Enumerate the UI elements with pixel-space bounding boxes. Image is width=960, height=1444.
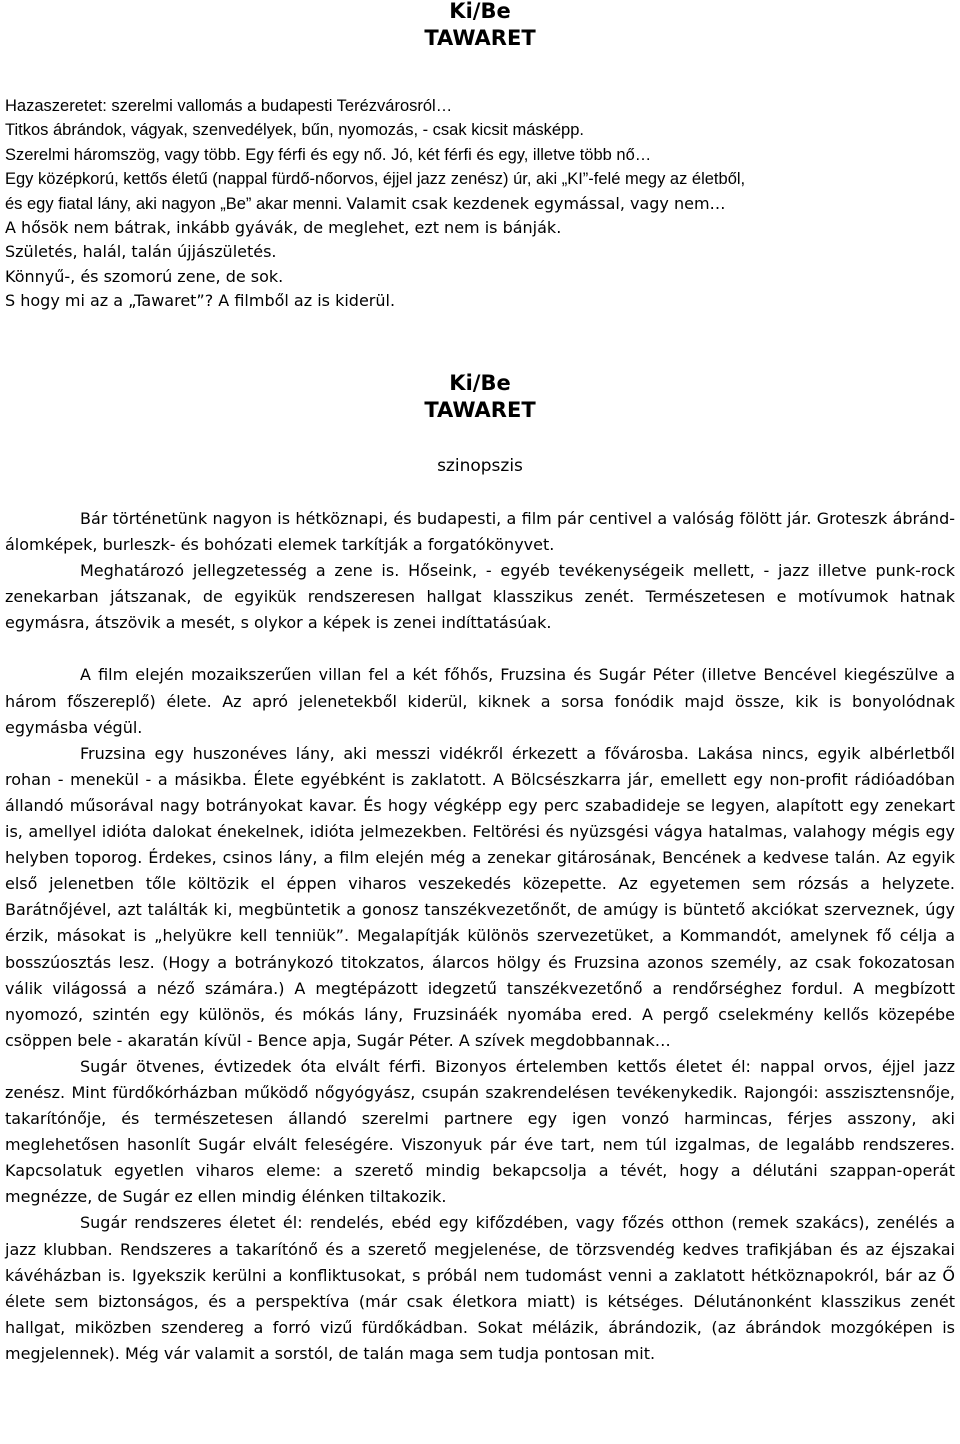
- synopsis-paragraph: Sugár rendszeres életet él: rendelés, ebéd egy kifőzdében, vagy főzés otthon (remek szakács), zenélés a jazz klubban. Rendszeres a takarítónő és a szerető megjelenése, de törzsvendég kedves trafikjában és az éjszakai kávéházban is. Igyekszik kerülni a konfliktusokat, s próbál nem tudomást venni a zaklatott hétköznapokról, bár az Ő élete sem biztonságos, és a perspektíva (már csak életkora miatt) is kétséges. Délutánonként klasszikus zenét hallgat, miközben szendereg a forró vizű fürdőkádban. Sokat mélázik, ábrándozik, (az ábrándok mozgóképen is megjelennek). Még vár valamit a sorstól, de talán maga sem tudja pontosan mit.: [5, 1213, 955, 1363]
- section-title: [0, 370, 960, 424]
- intro-line-part: Valamit csak kezdenek egymással, vagy nem…: [346, 193, 726, 213]
- synopsis-paragraph: Meghatározó jellegzetesség a zene is. Hőseink, - egyéb tevékenységeik mellett, - jazz illetve punk-rock zenekarban játszanak, de egyikük rendszeresen hallgat klasszikus zenét. Természetesen e motívumok hatnak egymásra, átszövik a mesét, s olykor a képek is zenei indíttatásúak.: [5, 561, 955, 633]
- synopsis-paragraph: Bár történetünk nagyon is hétköznapi, és budapesti, a film pár centivel a valóság fölött jár. Groteszk ábránd-álomképek, burleszk- és bohózati elemek tarkítják a forgatókönyvet.: [5, 509, 955, 555]
- intro-line: Egy középkorú, kettős életű (nappal fürdő-nőorvos, éjjel jazz zenész) úr, aki „KI”-felé megy az életből,: [5, 170, 746, 189]
- document-title: [0, 0, 960, 52]
- title-line-taweret: TAWARET: [424, 26, 536, 50]
- intro-block: [5, 94, 957, 314]
- intro-line: Szerelmi háromszög, vagy több. Egy férfi és egy nő. Jó, két férfi és egy, illetve több nő…: [5, 145, 652, 164]
- synopsis-paragraph: Fruzsina egy huszonéves lány, aki messzi vidékről érkezett a fővárosba. Lakása nincs, egyik albérletből rohan - menekül - a másikba. Élete egyébként is zaklatott. A Bölcsészkarra jár, emellett egy non-profit rádióadóban állandó műsorával nagy botrányokat kavar. És hogy végképp egy perc szabadideje se legyen, alapított egy zenekart is, amellyel idióta dalokat énekelnek, idióta jelmezekben. Feltörési és nyüzsgési vágya hatalmas, valahogy mégis egy helyben toporog. Érdekes, csinos lány, a film elején még a zenekar gitárosának, Bencének a kedvese talán. Az egyik első jelenetben tőle költözik el éppen viharos veszekedés közepette. Az egyetemen sem rózsás a helyzete. Barátnőjével, azt találták ki, megbüntetik a gonosz tanszékvezetőnőt, de amúgy is büntető akciókat szerveznek, úgy érzik, másokat is „helyükre kell tenniük”. Megalapítják különös szervezetüket, a Kommandót, amelynek fő célja a bosszúosztás lesz. (Hogy a botránykozó titokzatos, álarcos hölgy és Fruzsina azonos személy, az csak fokozatosan válik világossá a néző számára.) A megtépázott idegzetű tanszékvezetőnő a rendőrséghez fordul. A megbízott nyomozó, szintén egy különös, és mókás lány, Fruzsináék nyomába ered. A pergő cselekmény kellős közepébe csöppen bele - akaratán kívül - Bence apja, Sugár Péter. A szívek megdobbannak…: [5, 743, 955, 1050]
- intro-line: A hősök nem bátrak, inkább gyávák, de meglehet, ezt nem is bánják.: [5, 218, 562, 238]
- intro-line: S hogy mi az a „Tawaret”? A filmből az is kiderül.: [5, 291, 396, 311]
- intro-line: Hazaszeretet: szerelmi vallomás a budapesti Terézvárosról…: [5, 97, 453, 115]
- intro-line: Könnyű-, és szomorú zene, de sok.: [5, 266, 284, 286]
- intro-line-mixed: [5, 192, 957, 216]
- intro-line-part: és egy fiatal lány, aki nagyon „Be” akar menni.: [5, 194, 343, 213]
- synopsis-body: [5, 506, 955, 1367]
- synopsis-label: szinopszis: [437, 456, 523, 476]
- title-line-kibe: Ki/Be: [449, 0, 511, 23]
- synopsis-paragraph: Sugár ötvenes, évtizedek óta elvált férfi. Bizonyos értelemben kettős életet él: nappal orvos, éjjel jazz zenész. Mint fürdőkórházban működő nőgyógyász, csupán szakrendelésen tevékenykedik. Rajongói: asszisztensnője, takarítónője, és természetesen állandó szerelmi partnere egy igen vonzó harmincas, férjes asszony, aki meglehetősen hasonlít Sugár elvált feleségére. Viszonyuk pár éve tart, nem túl izgalmas, de legalább rendszeres. Kapcsolatuk egyetlen viharos eleme: a szerető mindig bekapcsolja a tévét, hogy a délutáni szappan-operát megnézze, de Sugár ez ellen mindig élénken tiltakozik.: [5, 1056, 955, 1207]
- intro-line: Titkos ábrándok, vágyak, szenvedélyek, bűn, nyomozás, - csak kicsit másképp.: [5, 121, 584, 140]
- section-title-taweret: TAWARET: [424, 398, 536, 422]
- intro-line: Születés, halál, talán újjászületés.: [5, 242, 277, 262]
- synopsis-paragraph: A film elején mozaikszerűen villan fel a két főhős, Fruzsina és Sugár Péter (illetve Bencével kiegészülve a három főszereplő) élete. Az apró jelenetekből kiderül, kiknek a sorsa fonódik majd össze, kik is bonyolódnak egymásba végül.: [5, 665, 955, 737]
- section-title-kibe: Ki/Be: [449, 371, 511, 395]
